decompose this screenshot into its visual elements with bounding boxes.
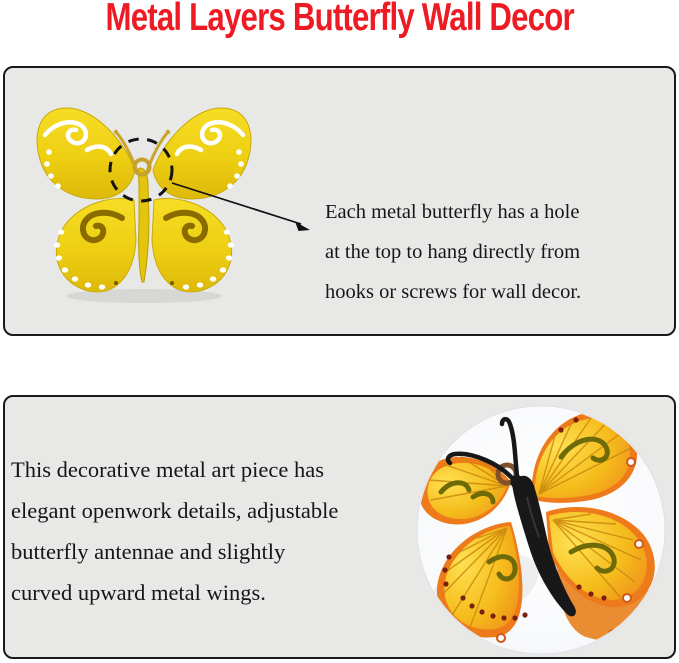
hanging-feature-panel — [3, 66, 676, 336]
description-line: This decorative metal art piece has — [11, 457, 324, 482]
yellow-butterfly-photo — [27, 80, 267, 320]
page-title-text: Metal Layers Butterfly Wall Decor — [105, 0, 574, 39]
callout-text — [325, 192, 665, 312]
page-title — [0, 0, 679, 42]
callout-line: at the top to hang directly from — [325, 241, 581, 263]
description-line: elegant openwork details, adjustable — [11, 498, 339, 523]
description-line: butterfly antennae and slightly — [11, 539, 286, 564]
butterfly-body — [138, 168, 149, 282]
butterfly-closeup-photo — [411, 402, 671, 662]
antenna-tip — [166, 130, 170, 134]
description-text — [11, 449, 431, 613]
description-line: curved upward metal wings. — [11, 580, 266, 605]
description-panel — [3, 395, 676, 659]
callout-line: hooks or screws for wall decor. — [325, 281, 582, 303]
wing-rivet — [170, 281, 174, 285]
callout-line: Each metal butterfly has a hole — [325, 201, 580, 223]
antenna-tip — [114, 130, 118, 134]
wing-rivet — [114, 281, 118, 285]
